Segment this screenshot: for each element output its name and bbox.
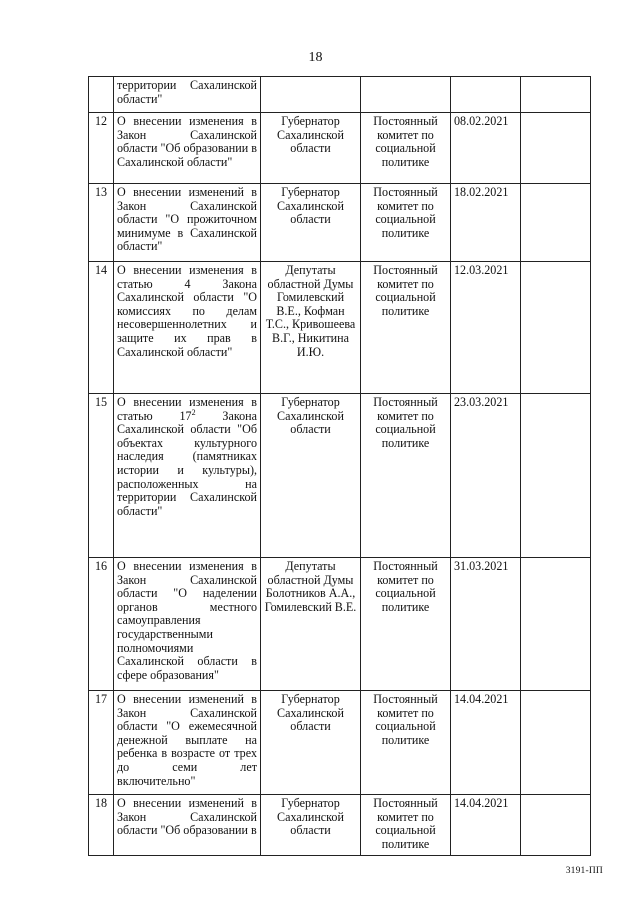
bill-title: О внесении изменений в Закон Сахалинской области "Об образовании в [114, 795, 261, 856]
row-number: 13 [89, 184, 114, 262]
submission-date: 12.03.2021 [451, 262, 521, 394]
responsible-committee: Постоянный комитет по социальной политике [361, 262, 451, 394]
bill-author: Губернатор Сахалинской области [261, 394, 361, 558]
responsible-committee: Постоянный комитет по социальной политике [361, 184, 451, 262]
submission-date: 18.02.2021 [451, 184, 521, 262]
notes-cell [521, 795, 591, 856]
bill-title: О внесении изменений в Закон Сахалинской области "О прожиточном минимуме в Сахалинской области" [114, 184, 261, 262]
notes-cell [521, 184, 591, 262]
responsible-committee: Постоянный комитет по социальной политике [361, 394, 451, 558]
bill-author: Губернатор Сахалинской области [261, 184, 361, 262]
row-number: 12 [89, 113, 114, 184]
notes-cell [521, 113, 591, 184]
bill-author: Депутаты областной Думы Болотников А.А., Гомилевский В.Е. [261, 558, 361, 691]
notes-cell [521, 394, 591, 558]
submission-date: 31.03.2021 [451, 558, 521, 691]
notes-cell [521, 691, 591, 795]
submission-date: 23.03.2021 [451, 394, 521, 558]
row-number: 15 [89, 394, 114, 558]
notes-cell [521, 77, 591, 113]
table-row [89, 262, 591, 394]
notes-cell [521, 558, 591, 691]
row-number [89, 77, 114, 113]
submission-date: 14.04.2021 [451, 795, 521, 856]
bill-title: О внесении изменения в статью 4 Закона Сахалинской области "О комиссиях по делам несовершеннолетних и защите их прав в Сахалинской области" [114, 262, 261, 394]
bill-author: Губернатор Сахалинской области [261, 691, 361, 795]
responsible-committee: Постоянный комитет по социальной политике [361, 691, 451, 795]
responsible-committee: Постоянный комитет по социальной политике [361, 558, 451, 691]
table-row [89, 394, 591, 558]
bill-title-part: Закона Сахалинской области "Об объектах культурного наследия (памятниках истории и культуры), расположенных на территории Сахалинской области" [117, 408, 257, 518]
notes-cell [521, 262, 591, 394]
article-superscript: 2 [191, 407, 196, 417]
bill-title: О внесении изменений в Закон Сахалинской области "О ежемесячной денежной выплате на ребенка в возрасте от трех до семи лет включительно" [114, 691, 261, 795]
bill-title-part: О внесении изменения в статью 17 [117, 395, 257, 423]
bill-title [114, 394, 261, 558]
row-number: 17 [89, 691, 114, 795]
table-row [89, 184, 591, 262]
bill-author [261, 77, 361, 113]
bill-title: О внесении изменения в Закон Сахалинской области "Об образовании в Сахалинской области" [114, 113, 261, 184]
table-row [89, 795, 591, 856]
submission-date: 08.02.2021 [451, 113, 521, 184]
row-number: 16 [89, 558, 114, 691]
page-number: 18 [308, 50, 323, 65]
legislation-register-table [88, 76, 591, 856]
table-row [89, 77, 591, 113]
document-code: 3191-ПП [565, 866, 603, 876]
table-row [89, 113, 591, 184]
row-number: 18 [89, 795, 114, 856]
bill-author: Депутаты областной Думы Гомилевский В.Е., Кофман Т.С., Кривошеева В.Г., Никитина И.Ю. [261, 262, 361, 394]
bill-title: территории Сахалинской области" [114, 77, 261, 113]
bill-author: Губернатор Сахалинской области [261, 795, 361, 856]
responsible-committee: Постоянный комитет по социальной политике [361, 795, 451, 856]
bill-title: О внесении изменения в Закон Сахалинской области "О наделении органов местного самоуправления государственными полномочиями Сахалинской области в сфере образования" [114, 558, 261, 691]
submission-date [451, 77, 521, 113]
bill-author: Губернатор Сахалинской области [261, 113, 361, 184]
responsible-committee [361, 77, 451, 113]
submission-date: 14.04.2021 [451, 691, 521, 795]
table-row [89, 558, 591, 691]
row-number: 14 [89, 262, 114, 394]
table-row [89, 691, 591, 795]
responsible-committee: Постоянный комитет по социальной политике [361, 113, 451, 184]
